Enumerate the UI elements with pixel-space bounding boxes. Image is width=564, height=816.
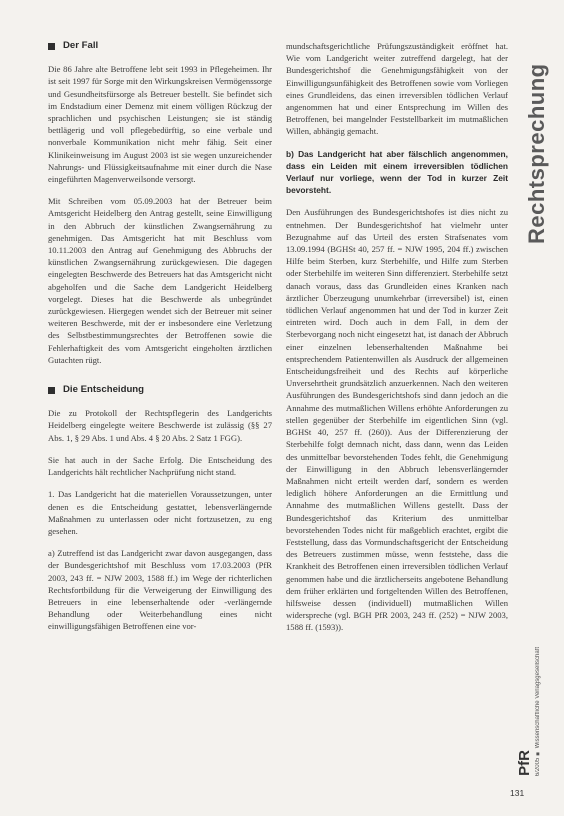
footer-issue: 6/2005 (535, 757, 541, 776)
paragraph-right-1: mundschaftsgerichtliche Prüfungszuständigkeit eröffnet hat. Wie vom Landgericht weiter zutreffend dargelegt, hat der Bundesgerichtshof die Genehmigungsfähigkeit von der Einwilligungsunfähigkeit des Betroffenen sowie vom Vorliegen eines Grundleidens, das einen irreversiblen tödlichen Verlauf angenommen hat und einer Entsprechung im Willen des Betroffenen, bei mangelnder Feststellbarkeit im mutmaßlichen Willen, abhängig gemacht. (286, 41, 508, 137)
footer-text (535, 647, 541, 776)
page-number: 131 (510, 788, 525, 798)
heading-der-fall-text: Der Fall (63, 40, 99, 51)
paragraph-right-2: Den Ausführungen des Bundesgerichtshofes ist dies nicht zu entnehmen. Der Bundesgerichtshof hat vielmehr unter Bezugnahme auf das Urteil des ersten Strafsenates vom 13.09.1994 (BGHSt 40, 257 ff. = NJW 1995, 204 ff.) zwischen Hilfe beim Sterben, kurz Sterbehilfe, und Hilfe zum Sterben oder Sterbehilfe im weiteren Sinn differenziert. Sterbehilfe setzt danach voraus, dass das Grundleiden eines Kranken nach ärztlicher Überzeugung unumkehrbar (irreversibel) ist, einen tödlichen Verlauf angenommen hat und der Tod in kurzer Zeit eintreten wird. Doch auch in dem Fall, in dem der Sterbevorgang noch nicht eingesetzt hat, ist danach der Abbruch einer einzelnen lebenserhaltenden Maßnahme bei entsprechendem Patientenwillen als Ausdruck der allgemeinen Entscheidungsfreiheit und des Rechts auf körperliche Unversehrtheit grundsätzlich anzuerkennen. Nach den weiteren Ausführungen des Bundesgerichtshofs sind dann jedoch an die Annahme des mutmaßlichen Willens erhöhte Anforderungen zu stellen gegenüber der Sterbehilfe im eigentlichen Sinn (vgl. BGHSt 40, 257 ff. (260)). Aus der Differenzierung der Sterbehilfe folgt demnach nicht, dass dann, wenn das Leiden des unmittelbar bevorstehenden Todes fehlt, die Genehmigung der Einwilligung in den Abbruch lebensverlängernder Maßnahmen nicht erteilt werden darf, sondern es werden lediglich höhere Anforderungen an die Ermittlung und Annahme des mutmaßlichen Willens gestellt. Dass der Bundesgerichtshof das Kriterium des unmittelbar bevorstehenden Todes nicht für maßgeblich erachtet, ergibt die Feststellung, dass das Vormundschaftsgericht der Entscheidung des Betreuers zustimmen müsse, wenn feststehe, dass die Krankheit des Betroffenen einen irreversiblen tödlichen Verlauf genommen habe und die ärztlicherseits angebotene Behandlung dem früher erklärten und fortgeltenden Willen des Betroffenen, hilfsweise dessen (individuell) mutmaßlichen Willen widerspreche (vgl. BGH PfR 2003, 243 ff. (252) = NJW 2003, 1588 ff. (1593)). (286, 207, 508, 633)
journal-footer-strip (516, 216, 550, 776)
bullet-square-icon (48, 387, 55, 394)
paragraph-entscheidung-2: Sie hat auch in der Sache Erfolg. Die Entscheidung des Landgerichts hält rechtlicher Nachprüfung nicht stand. (48, 454, 272, 478)
paragraph-fall-1: Die 86 Jahre alte Betroffene lebt seit 1993 in Pflegeheimen. Ihr ist seit 1997 für Sorge mit den Wirkungskreisen Vermögenssorge und Gesundheitsfürsorge als Betreuer bestellt. Sie befindet sich im Endstadium einer Demenz mit einem völligen Rückzug der sprachlichen und psychischen Leistungen; sie ist ständig bettlägerig und voll pflegebedürftig, so eine verbale und nonverbale Kommunikation nicht mehr fähig. Seit einer Klinikeinweisung im August 2003 ist sie wegen unzureichender Nahrungs- und Flüssigkeitsaufnahme mit einer durch die Nase eingeführten Magenverweilsonde versorgt. (48, 64, 272, 185)
section-title-vertical: Rechtsprechung (524, 63, 549, 244)
right-column (286, 40, 508, 644)
heading-entscheidung (48, 384, 272, 396)
heading-entscheidung-text: Die Entscheidung (63, 384, 145, 396)
footer-separator-icon: ■ (535, 748, 541, 756)
heading-der-fall (48, 40, 272, 52)
paragraph-entscheidung-1: Die zu Protokoll der Rechtspflegerin des Landgerichts Heidelberg eingelegte weitere Beschwerde ist zulässig (§§ 27 Abs. 1, § 29 Abs. 1 und Abs. 4 § 20 Abs. 2 Satz 1 FGG). (48, 408, 272, 443)
paragraph-entscheidung-4: a) Zutreffend ist das Landgericht zwar davon ausgegangen, dass der Bundesgerichtshof mit Beschluss vom 17.03.2003 (PfR 2003, 243 ff. = NJW 2003, 1588 ff.) im Wege der richterlichen Rechtsfortbildung für die Verweigerung der Einwilligung des Betreuers in eine lebenserhaltende oder -verlängernde Behandlung oder Weiterbehandlung eines nicht einwilligungsfähigen Betroffenen eine vor- (48, 548, 272, 632)
paragraph-right-bold: b) Das Landgericht hat aber fälschlich angenommen, dass ein Leiden mit einem irreversiblen tödlichen Verlauf nur vorliege, wenn der Tod in kurzer Zeit bevorsteht. (286, 148, 508, 196)
left-column (48, 40, 272, 643)
footer-publisher: Wissenschaftliche Verlagsgesellschaft (535, 646, 541, 749)
journal-logo: PfR (516, 750, 533, 776)
bullet-square-icon (48, 43, 55, 50)
paragraph-entscheidung-3: 1. Das Landgericht hat die materiellen Voraussetzungen, unter denen es die Entscheidung gestattet, lebensverlängernde Maßnahmen zu unterlassen oder nicht fortzusetzen, zu eng gesehen. (48, 489, 272, 536)
paragraph-fall-2: Mit Schreiben vom 05.09.2003 hat der Betreuer beim Amtsgericht Heidelberg den Antrag gestellt, seine Einwilligung in den Abbruch der künstlichen Zwangsernährung zu genehmigen. Das Amtsgericht hat mit Beschluss vom 10.11.2003 den Antrag auf Genehmigung des Abbruchs der künstlichen Zwangsernährung zurückgewiesen. Die dagegen eingelegten Beschwerde des Betreuers hat das Amtsgericht nicht abgeholfen und die Sache dem Landgericht Heidelberg vorgelegt. Dieses hat die Beschwerde als unbegründet zurückgewiesen. Hiergegen wendet sich der Betreuer mit seiner weiteren Beschwerde, mit der er insbesondere eine Verletzung des Selbstbestimmungsrechtes der Betroffenen sowie die Fehlerhaftigkeit des vom Amtsgericht eingeholten ärztlichen Gutachten rügt. (48, 196, 272, 365)
